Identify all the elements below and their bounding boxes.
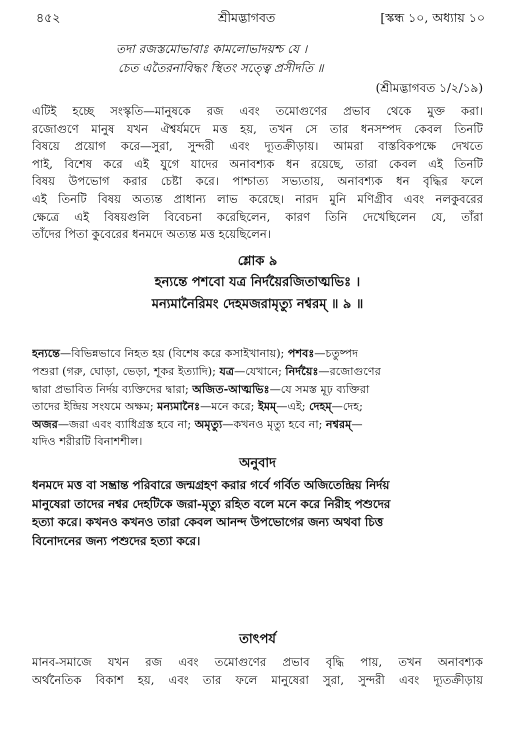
translation-title: অনুবাদ bbox=[239, 456, 276, 471]
paragraph-line: পাই, বিশেষ করে এই যুগে যাদের অনাবশ্যক ধন রয়েছে, তারা কেবল এই তিনটি bbox=[32, 156, 483, 171]
page-number: ৪৫২ bbox=[36, 10, 61, 25]
term-meaning: —বিভিন্নভাবে নিহত হয় (বিশেষ করে কসাইখানায়); bbox=[60, 347, 288, 360]
quoted-verse bbox=[116, 40, 476, 78]
translation-line: ধনমদে মত্ত বা সম্ভ্রান্ত পরিবারে জন্মগ্রহণ করার গর্বে গর্বিত অজিতেন্দ্রিয় নির্দয় bbox=[32, 478, 390, 492]
sanskrit-term: অজিত-আত্মভিঃ bbox=[192, 381, 270, 396]
sanskrit-term: অজর bbox=[32, 417, 58, 432]
sloka-title: শ্লোক ৯ bbox=[237, 254, 278, 269]
purport-line: মানব-সমাজে যখন রজ এবং তমোগুণের প্রভাব বৃদ্ধি পায়, তখন অনাবশ্যক bbox=[32, 655, 483, 669]
term-meaning: —এই; bbox=[276, 400, 310, 414]
running-header bbox=[0, 10, 515, 30]
verse-reference: (শ্রীমদ্ভাগবত ১/২/১৯) bbox=[375, 81, 483, 95]
paragraph-line: এটিই হচ্ছে সংস্কৃতি—মানুষকে রজ এবং তমোগুণের প্রভাব থেকে মুক্ত করা। bbox=[32, 104, 483, 118]
paragraph-line: ক্ষেত্রে এই বিষয়গুলি বিবেচনা করেছিলেন, কারণ তিনি দেখেছিলেন যে, তাঁরা bbox=[32, 209, 483, 224]
purport-line: অর্থনৈতিক বিকাশ হয়, এবং তার ফলে মানুষেরা সুরা, সুন্দরী এবং দ্যূতক্রীড়ায় bbox=[32, 672, 483, 687]
term-meaning: —মনে করে; bbox=[200, 400, 259, 414]
synonym-line bbox=[32, 416, 484, 434]
term-meaning: পশুরা (গরু, ঘোড়া, ভেড়া, শূকর ইত্যাদি); bbox=[32, 364, 220, 378]
synonym-line bbox=[32, 381, 484, 399]
sanskrit-term: হন্যন্তে bbox=[32, 346, 61, 360]
sanskrit-term: যত্র bbox=[219, 363, 235, 378]
sloka-line: হন্যন্তে পশবো যত্র নির্দয়ৈরজিতাত্মভিঃ । bbox=[154, 275, 361, 290]
sanskrit-term: পশবঃ bbox=[287, 346, 315, 360]
sloka-verse bbox=[0, 272, 515, 316]
sanskrit-term: অমৃত্যু bbox=[194, 417, 223, 432]
synonym-line bbox=[32, 345, 484, 363]
quoted-verse-line: তদা রজস্তমোভাবাঃ কামলোভাদয়শ্চ যে । bbox=[116, 42, 308, 56]
paragraph-line: রজোগুণে মানুষ যখন ঐশ্বর্যমদে মত্ত হয়, তখন সে তার ধনসম্পদ কেবল তিনটি bbox=[32, 121, 483, 136]
purport-text bbox=[32, 654, 483, 689]
synonym-line bbox=[32, 398, 484, 416]
paragraph-line: বিষয়ে প্রয়োগ করে—সুরা, সুন্দরী এবং দ্যূতক্রীড়ায়। আমরা বাস্তবিকপক্ষে দেখতে bbox=[32, 139, 483, 154]
purport-title: তাৎপর্য bbox=[239, 632, 276, 647]
term-meaning: — bbox=[351, 418, 363, 432]
sanskrit-term: নশ্বরম্ bbox=[325, 417, 352, 432]
chapter-reference: [স্কন্ধ ১০, অধ্যায় ১০ bbox=[380, 10, 485, 25]
term-meaning: —কখনও মৃত্যু হবে না; bbox=[222, 418, 326, 432]
term-meaning: যদিও শরীরটি বিনাশশীল। bbox=[32, 434, 143, 448]
synonym-line bbox=[32, 434, 484, 451]
sanskrit-term: ইমম্ bbox=[258, 399, 277, 414]
term-meaning: —জরা এবং ব্যাধিগ্রস্ত হবে না; bbox=[57, 418, 195, 432]
translation-line: মানুষেরা তাদের নশ্বর দেহটিকে জরা-মৃত্যু রহিত বলে মনে করে নিরীহ পশুদের bbox=[32, 496, 391, 511]
term-meaning: —যেখানে; bbox=[234, 364, 286, 378]
sloka-line: মন্যমানৈরিমং দেহমজরামৃত্যু নশ্বরম্ ॥ ৯ ॥ bbox=[151, 297, 364, 312]
term-meaning: দ্বারা প্রভাবিত নির্দয় ব্যক্তিদের দ্বারা; bbox=[32, 382, 193, 396]
paragraph-line: বিষয় উপভোগ করার চেষ্টা করে। পাশ্চাত্য সভ্যতায়, অনাবশ্যক ধন বৃদ্ধির ফলে bbox=[32, 174, 483, 189]
running-title: শ্রীমদ্ভাগবত bbox=[218, 10, 276, 25]
term-meaning: —চতুষ্পদ bbox=[314, 347, 358, 360]
word-for-word-synonyms bbox=[32, 345, 484, 451]
term-meaning: —দেহ; bbox=[331, 400, 363, 414]
sanskrit-term: নির্দয়ৈঃ bbox=[285, 363, 319, 378]
intro-paragraph bbox=[32, 103, 483, 244]
translation-line: হত্যা করে। কখনও কখনও তারা কেবল আনন্দ উপভোগের জন্য অথবা চিত্ত bbox=[32, 515, 384, 529]
quoted-verse-line: চেত এতৈরনাবিদ্ধং স্থিতং সত্ত্বে প্রসীদতি ॥ bbox=[118, 61, 324, 75]
sanskrit-term: মন্যমানৈঃ bbox=[157, 399, 201, 414]
term-meaning: তাদের ইন্দ্রিয় সংযমে অক্ষম; bbox=[32, 400, 158, 414]
synonym-line bbox=[32, 363, 484, 381]
paragraph-line: তাঁদের পিতা কুবেরের ধনমদে অত্যন্ত মত্ত হয়েছিলেন। bbox=[32, 227, 271, 242]
term-meaning: —যে সমস্ত মূঢ় ব্যক্তিরা bbox=[269, 382, 370, 396]
paragraph-line: এই তিনটি বিষয় অত্যন্ত প্রাধান্য লাভ করেছে। নারদ মুনি মণিগ্রীব এবং নলকুবরের bbox=[32, 191, 483, 206]
translation-text bbox=[32, 476, 484, 550]
sanskrit-term: দেহম্ bbox=[309, 399, 332, 414]
translation-line: বিনোদনের জন্য পশুদের হত্যা করে। bbox=[32, 533, 201, 548]
term-meaning: —রজোগুণের bbox=[318, 364, 381, 378]
